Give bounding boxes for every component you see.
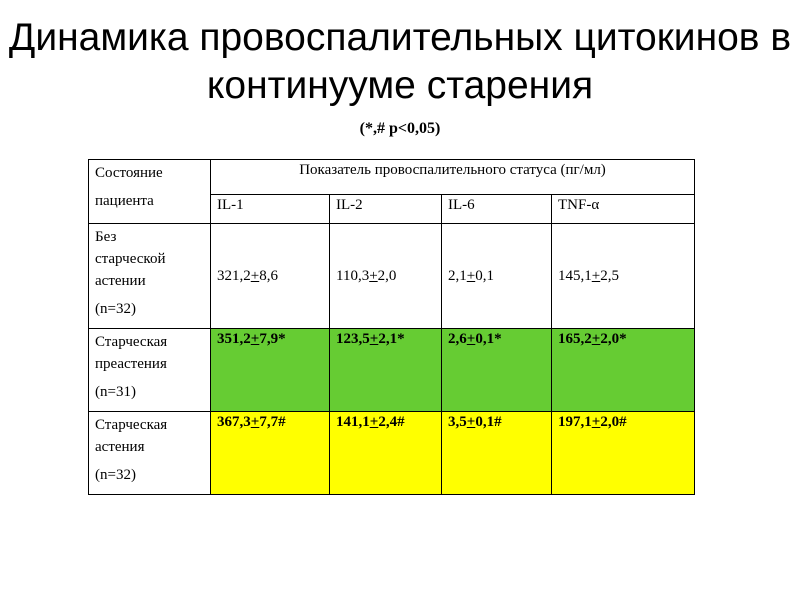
state-column-header — [89, 160, 211, 224]
value-cell: 197,1+2,0# — [552, 412, 695, 495]
sample-size: (n=32) — [95, 301, 136, 317]
value-cell: 367,3+7,7# — [211, 412, 330, 495]
column-header-il6: IL-6 — [442, 195, 552, 224]
column-header-il1: IL-1 — [211, 195, 330, 224]
table-header-row — [89, 160, 695, 195]
state-header-line-1: Состояние — [95, 165, 163, 181]
value-cell: 123,5+2,1* — [330, 329, 442, 412]
state-line: преастения — [95, 356, 167, 372]
state-line: старческой — [95, 251, 166, 267]
state-line: Без — [95, 229, 117, 245]
state-cell — [89, 329, 211, 412]
value-cell: 351,2+7,9* — [211, 329, 330, 412]
value-cell: 145,1+2,5 — [552, 224, 695, 329]
sample-size: (n=31) — [95, 384, 136, 400]
state-header-line-2: пациента — [95, 193, 154, 209]
state-cell — [89, 412, 211, 495]
value-cell: 165,2+2,0* — [552, 329, 695, 412]
column-header-il2: IL-2 — [330, 195, 442, 224]
slide-subtitle: (*,# p<0,05) — [359, 120, 441, 137]
slide-title: Динамика провоспалительных цитокинов в континууме старения — [8, 16, 792, 107]
column-header-tnf: TNF-α — [552, 195, 695, 224]
state-cell — [89, 224, 211, 329]
state-line: Старческая — [95, 334, 168, 350]
state-line: Старческая — [95, 417, 168, 433]
cytokine-table — [88, 159, 695, 495]
state-line: астения — [95, 439, 145, 455]
sample-size: (n=32) — [95, 467, 136, 483]
value-cell: 3,5+0,1# — [442, 412, 552, 495]
state-line: астении — [95, 273, 146, 289]
table-row — [89, 224, 695, 329]
table-row — [89, 329, 695, 412]
table-row — [89, 412, 695, 495]
value-cell: 2,1+0,1 — [442, 224, 552, 329]
group-header: Показатель провоспалительного статуса (пг/мл) — [211, 160, 695, 195]
value-cell: 110,3+2,0 — [330, 224, 442, 329]
value-cell: 321,2+8,6 — [211, 224, 330, 329]
value-cell: 141,1+2,4# — [330, 412, 442, 495]
value-cell: 2,6+0,1* — [442, 329, 552, 412]
